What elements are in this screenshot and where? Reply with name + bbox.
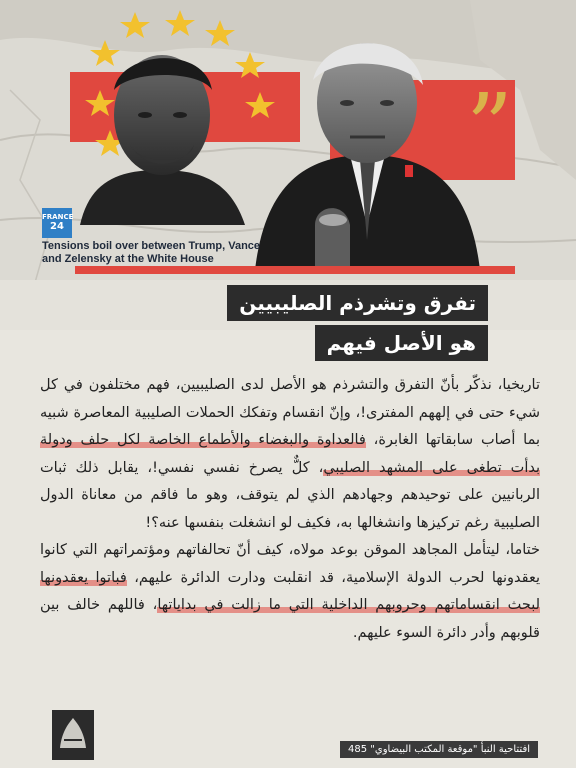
article-body <box>40 372 540 647</box>
paragraph-1 <box>40 372 540 537</box>
zelensky-photo <box>70 30 250 225</box>
logo-text: 24 <box>50 221 64 232</box>
text-run: تاريخيا، نذكّر بأنّ التفرق والتشرذم هو الأصل لدى الصليبيين، فهم مختلفون في كل شيء حتى في إلههم المفترى!، وإنّ انقسام وتفكك الحملات الصليبية المعاصرة شبيه بما أصاب سابقاتها الغابرة، <box>40 377 540 448</box>
footer-label: افتتاحية النبأ "موقعة المكتب البيضاوي" 485 <box>340 741 538 758</box>
highlight-text: فالعداوة والبغضاء والأطماع الخاصة لكل حلف ودولة بدأت تطغى على المشهد الصليبي <box>40 432 540 476</box>
publisher-logo <box>52 710 94 760</box>
text-run: ، كلٌّ يصرخ نفسي نفسي!، يقابل ذلك ثبات الربانيين على توحيدهم وجهادهم الذي لم يتوقف، وهو ما فاقم من معاناة الدول الصليبية رغم تركيزها وانشغالها به، فكيف لو انشغلت بنفسها عنه؟! <box>40 459 540 531</box>
trump-photo <box>255 25 480 270</box>
france24-logo <box>42 208 72 238</box>
text-run: ختاما، ليتأمل المجاهد الموقن بوعد مولاه، كيف أنّ تحالفاتهم ومؤتمراتهم التي كانوا يعقدونها لحرب الدولة الإسلامية، قد انقلبت ودارت الدائرة عليهم، <box>40 542 541 586</box>
logo-text: FRANCE <box>42 213 74 221</box>
highlight-text: فباتوا يعقدونها لبحث انقساماتهم وحروبهم الداخلية التي ما زالت في بداياتها <box>40 569 540 613</box>
text-run: ، فاللهم خالف بين قلوبهم وأدر دائرة السوء عليهم. <box>40 597 540 641</box>
title-line-2: هو الأصل فيهم <box>315 325 488 361</box>
photo-caption: Tensions boil over between Trump, Vance and Zelensky at the White House <box>42 240 261 265</box>
quote-mark-icon: ” <box>466 74 514 181</box>
red-divider <box>75 266 515 274</box>
title-line-1: تفرق وتشرذم الصليبيين <box>227 285 488 321</box>
paragraph-2 <box>40 537 540 647</box>
